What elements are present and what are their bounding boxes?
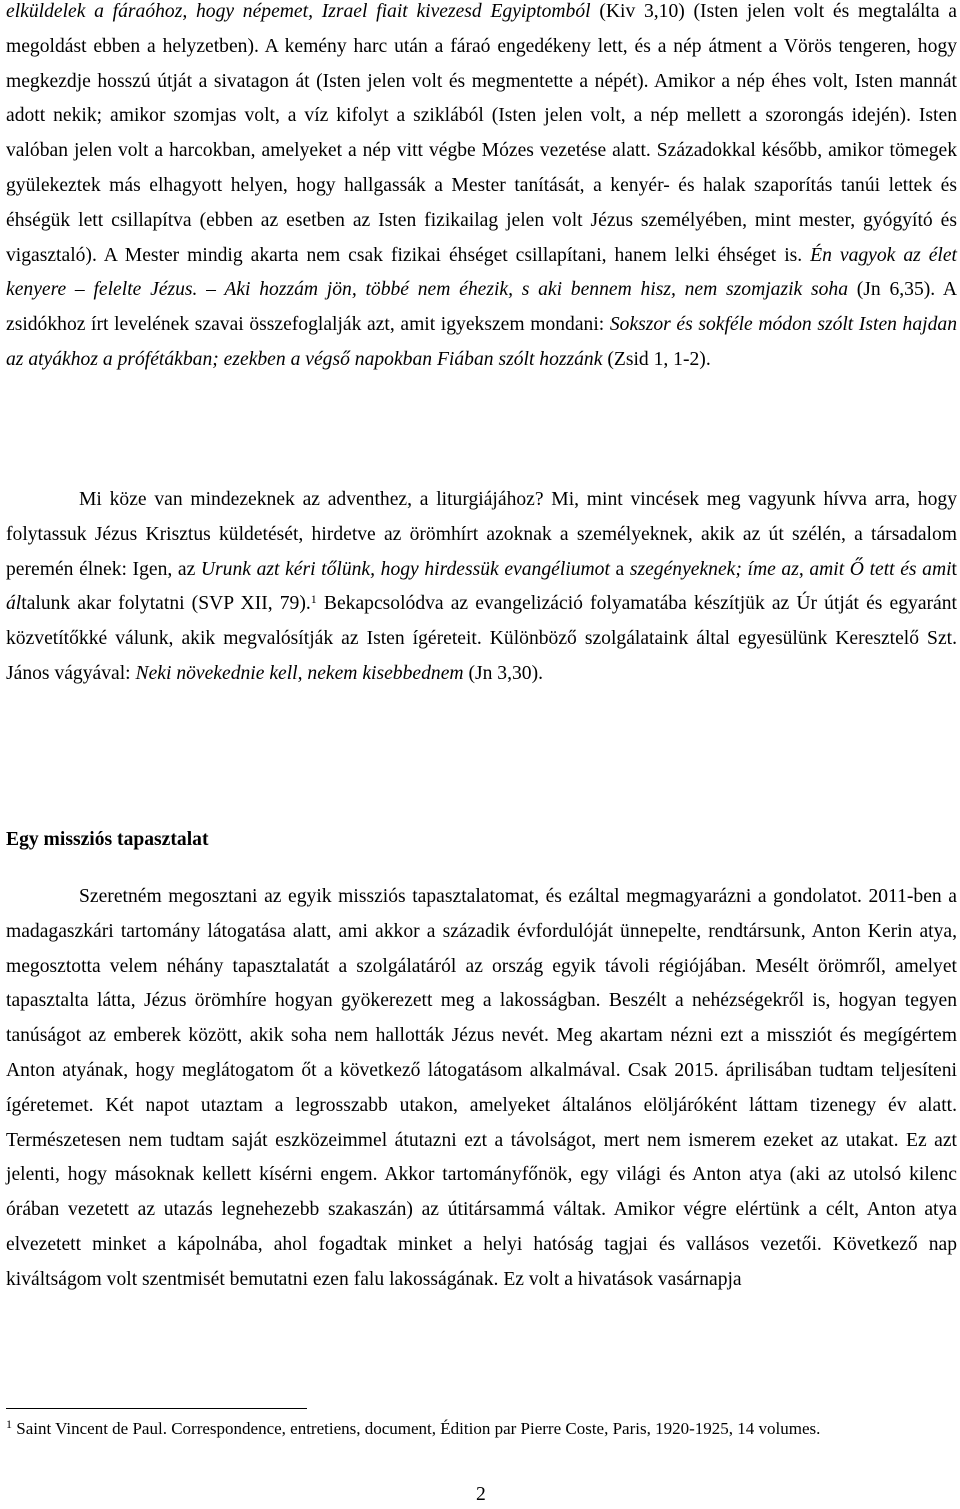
footnote-marker: 1 [6,1417,12,1431]
quote-italic: szegényeknek; íme az, amit Ő tett és ami [629,558,952,580]
text-span: (Jn 6,35). A zsidókhoz írt levelének szavai összefoglalják azt, amit igyekszem mondani: [6,279,957,336]
paragraph-1 [6,0,957,378]
text-span: (Kiv 3,10) (Isten jelen volt és megtalálta a megoldást ebben a helyzetben). A kemény harc után a fáraó engedékeny lett, és a nép átment a Vörös tengeren, hogy megkezdje hosszú útját a sivatagon át (Isten jelen volt és megmentette a népét). Amikor a nép éhes volt, Isten mannát adott nekik; amikor szomjas volt, a víz kifolyt a sziklából (Isten jelen volt, a nép mellett a szorongás idején). Isten valóban jelen volt a harcokban, amelyeket a nép vitt végbe Mózes vezetése alatt. Századokkal később, amikor tömegek gyülekeztek más elhagyott helyen, hogy hallgassák a Mester tanítását, a kenyér- és halak szaporítás tanúi lettek és éhségük lett csillapítva (ebben az esetben az Isten fizikailag jelen volt Jézus személyében, mint mester, gyógyító és vigasztaló). A Mester mindig akarta nem csak fizikai éhséget csillapítani, hanem lelki éhséget is. [6,1,957,266]
text-span: t [951,558,957,580]
footnote-divider [6,1408,307,1409]
paragraph-2 [6,483,957,692]
text-span: talunk akar folytatni (SVP XII, 79). [21,593,311,615]
footnote-reference[interactable]: 1 [310,592,317,607]
quote-italic: Urunk azt kéri tőlünk, hogy hirdessük evangéliumot [200,558,610,580]
quote-italic: ál [6,593,22,615]
text-span: Mi köze van mindezeknek az adventhez, a liturgiájához? Mi, mint vincések meg vagyunk hívva arra, hogy folytassuk Jézus Krisztus küldetését, hirdetve az örömhírt azoknak a személyeknek, akik az út szélén, a társadalom peremén élnek: Igen, az [6,489,957,580]
quote-italic: Sokszor és sokféle módon szólt Isten hajdan az atyákhoz a prófétákban; ezekben a végső napokban Fiában szólt hozzánk [6,314,957,370]
footnote [6,1418,957,1440]
paragraph-3 [6,880,957,1298]
page-number: 2 [476,1484,486,1505]
footnote-text: Saint Vincent de Paul. Correspondence, entretiens, document, Édition par Pierre Coste, Paris, 1920-1925, 14 volumes. [12,1419,821,1438]
section-heading: Egy missziós tapasztalat [6,829,209,850]
text-span: (Zsid 1, 1-2). [602,348,711,370]
quote-italic: elküldelek a fáraóhoz, hogy népemet, Izrael fiait kivezesd Egyiptomból [6,1,591,22]
quote-italic: Én vagyok az élet kenyere – felelte Jézus. – Aki hozzám jön, többé nem éhezik, s aki bennem hisz, nem szomjazik soha [6,244,957,301]
quote-italic: Neki növekednie kell, nekem kisebbednem [135,662,464,684]
text-span: a [609,558,630,580]
text-span: Szeretném megosztani az egyik missziós tapasztalatomat, és ezáltal megmagyarázni a gondolatot. 2011-ben a madagaszkári tartomány látogatása alatt, ami akkor a századik évfordulóját ünnepelte, rendtársunk, Anton Kerin atya, megosztotta velem néhány tapasztalatát a szolgálatáról az ország egyik távoli régiójában. Mesélt örömről, amelyet tapasztalta látta, Jézus örömhíre hogyan gyökerezett meg a lakosságban. Beszélt a nehézségekről is, hogyan tegyen tanúságot az emberek között, akik soha nem hallották Jézus nevét. Meg akartam nézni ezt a missziót és megígértem Anton atyának, hogy meglátogatom őt a következő látogatásom alkalmával. Csak 2015. áprilisában tudtam teljesíteni ígéretemet. Két napot utaztam a legrosszabb utakon, amelyeket általános elöljáróként láttam tizenegy év alatt. Természetesen nem tudtam saját eszközeimmel átutazni ezt a távolságot, mert nem ismerem ezeket az utakat. Ez azt jelenti, hogy másoknak kellett kísérni engem. Akkor tartományfőnök, egy világi és Anton atya (aki az utolsó kilenc órában vezetett az utazás legnehezebb szakaszán) az útitársammá váltak. Amikor végre elértünk a célt, Anton atya elvezetett minket a kápolnába, ahol fogadtak minket a helyi hatóság tagjai és vallásos vezetői. Következő nap kiváltságom volt szentmisét bemutatni ezen falu lakosságának. Ez volt a hivatások vasárnapja [6,886,957,1290]
text-span: Bekapcsolódva az evangelizáció folyamatába készítjük az Úr útját és egyaránt közvetítőkké válunk, akik megvalósítják az Isten ígéreteit. Különböző szolgálataink által egyesülünk Keresztelő Szt. János vágyával: [6,593,957,684]
text-span: (Jn 3,30). [463,662,544,684]
